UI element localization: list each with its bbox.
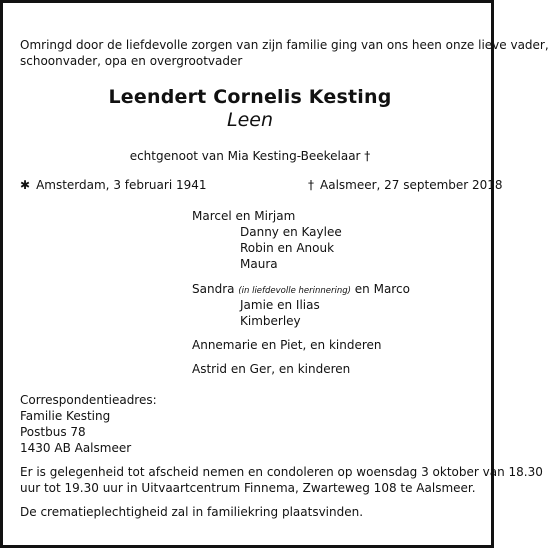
ceremony-line-3: De crematieplechtigheid zal in familiekring plaatsvinden.	[20, 505, 364, 519]
family-group-2-name: Sandra	[192, 282, 235, 296]
correspondence-label: Correspondentieadres:	[20, 393, 157, 407]
intro-line-1: Omringd door de liefdevolle zorgen van zijn familie ging van ons heen onze lieve vader,	[20, 38, 549, 52]
intro-line-2: schoonvader, opa en overgrootvader	[20, 54, 243, 68]
death-cross-icon: †	[308, 178, 314, 192]
family-group-2-child: Jamie en Ilias	[240, 298, 320, 312]
family-group-3-head: Annemarie en Piet, en kinderen	[192, 338, 382, 352]
correspondence-line: Postbus 78	[20, 425, 86, 439]
birth-asterisk-icon: ✱	[20, 178, 31, 192]
death-info	[308, 177, 503, 193]
family-group-1-child: Maura	[240, 257, 278, 271]
ceremony-line-1: Er is gelegenheid tot afscheid nemen en condoleren op woensdag 3 oktober van 18.30	[20, 465, 543, 479]
family-group-1-head: Marcel en Mirjam	[192, 209, 296, 223]
in-memoriam-note: (in liefdevolle herinnering)	[238, 286, 351, 296]
family-group-2-partner: en Marco	[354, 282, 410, 296]
spouse-line: echtgenoot van Mia Kesting-Beekelaar †	[129, 149, 371, 163]
birth-info	[20, 177, 207, 193]
ceremony-line-2: uur tot 19.30 uur in Uitvaartcentrum Finnema, Zwarteweg 108 te Aalsmeer.	[20, 481, 476, 495]
family-group-1-child: Danny en Kaylee	[240, 225, 342, 239]
family-group-1-child: Robin en Anouk	[240, 241, 335, 255]
death-text: Aalsmeer, 27 september 2018	[320, 178, 503, 192]
family-group-4-head: Astrid en Ger, en kinderen	[192, 362, 351, 376]
deceased-nickname: Leen	[226, 109, 273, 131]
deceased-full-name: Leendert Cornelis Kesting	[108, 86, 392, 108]
birth-text: Amsterdam, 3 februari 1941	[36, 178, 207, 192]
family-group-2-child: Kimberley	[240, 314, 301, 328]
correspondence-line: 1430 AB Aalsmeer	[20, 441, 132, 455]
correspondence-line: Familie Kesting	[20, 409, 111, 423]
